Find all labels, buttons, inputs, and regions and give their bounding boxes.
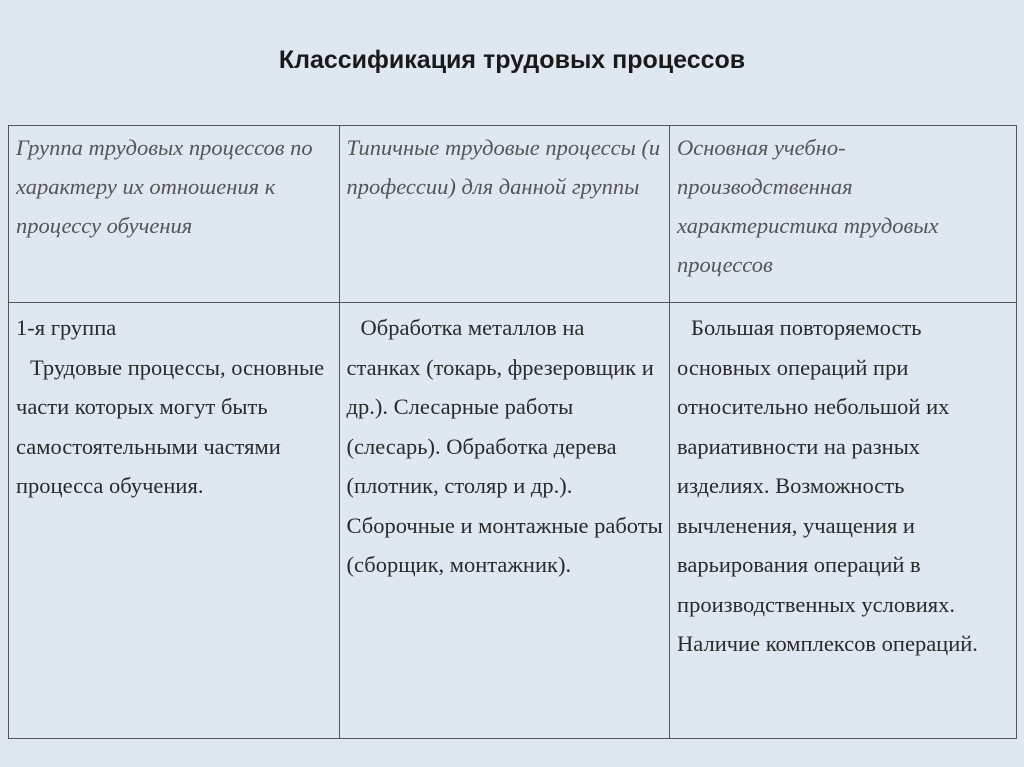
header-cell-typical	[339, 126, 670, 303]
header-group-text: Группа трудовых процессов по характеру их отношения к процессу обучения	[16, 135, 313, 238]
cell-group	[9, 303, 340, 739]
group-label: 1-я группа	[16, 315, 117, 340]
header-characteristic-text: Основная учебно-производственная характеристика трудовых процессов	[677, 135, 939, 277]
header-cell-group	[9, 126, 340, 303]
header-typical-text: Типичные трудовые процессы (и профессии) для данной группы	[346, 135, 661, 199]
page-title: Классификация трудовых процессов	[278, 46, 746, 74]
characteristic-text: Большая повторяемость основных операций при относительно небольшой их вариативности на разных изделиях. Возможность вычленения, учащения и варьирования операций в производственных условиях. Наличие комплексов операций.	[677, 315, 978, 656]
header-cell-characteristic	[670, 126, 1017, 303]
classification-table	[8, 125, 1017, 739]
table-header-row	[9, 126, 1017, 303]
cell-typical-processes	[339, 303, 670, 739]
typical-processes-text: Обработка металлов на станках (токарь, фрезеровщик и др.). Слесарные работы (слесарь). Обработка дерева (плотник, столяр и др.). Сборочные и монтажные работы (сборщик, монтажник).	[346, 315, 663, 577]
group-description: Трудовые процессы, основные части которых могут быть самостоятельными частями процесса обучения.	[16, 354, 325, 498]
table-row	[9, 303, 1017, 739]
cell-characteristic	[670, 303, 1017, 739]
